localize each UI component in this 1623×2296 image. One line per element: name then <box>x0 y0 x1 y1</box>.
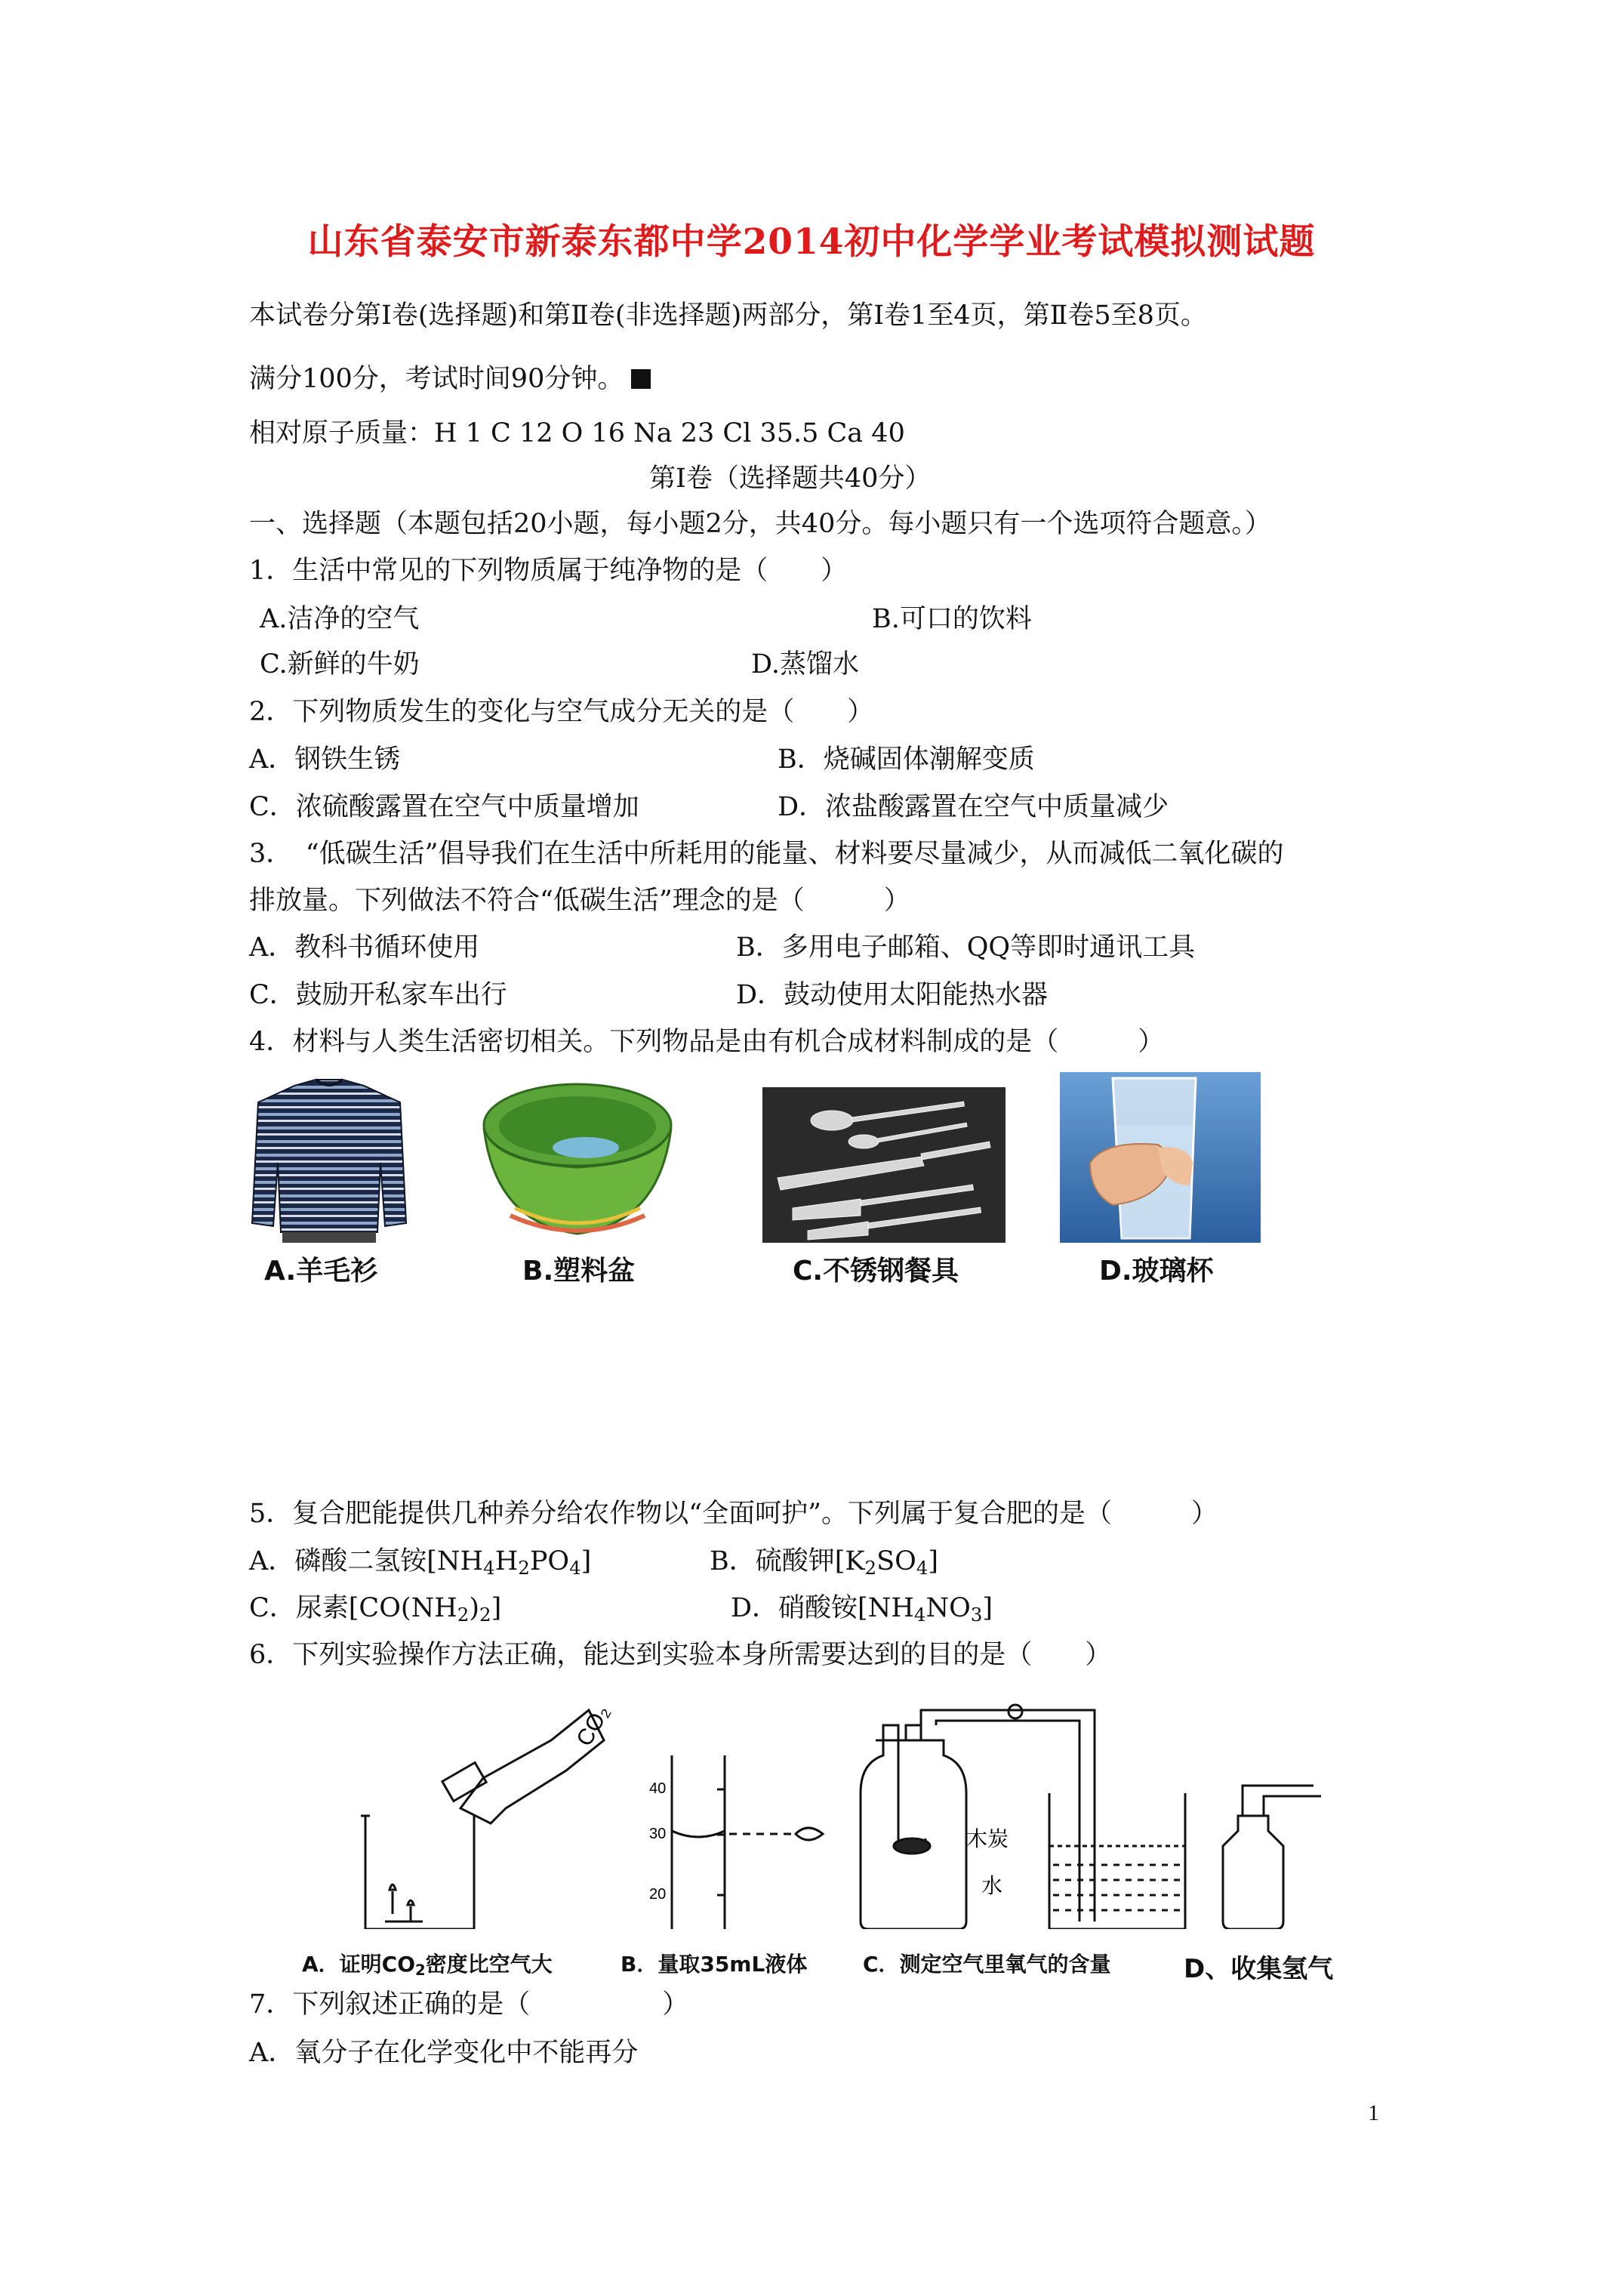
q5-option-c: C．尿素$[CO(NH_2)_2]$ <box>249 1593 502 1626</box>
q4-option-b-caption: B.塑料盆 <box>522 1256 636 1287</box>
q6-option-a-caption: A．证明$CO_2$密度比空气大 <box>302 1952 553 1979</box>
square-mark-icon <box>631 369 651 389</box>
cylinder-tick-30: 30 <box>649 1826 667 1842</box>
q5-stem: 5．复合肥能提供几种养分给农作物以“全面呵护”。下列属于复合肥的是（ ） <box>249 1499 1218 1529</box>
co2-bottle-label: CO₂ <box>571 1700 615 1751</box>
q1-option-b: B.可口的饮料 <box>872 604 1032 634</box>
q4-stem: 4．材料与人类生活密切相关。下列物品是由有机合成材料制成的是（ ） <box>249 1027 1165 1057</box>
q5-option-d: D．硝酸铵$[NH_4NO_3]$ <box>731 1593 993 1626</box>
q5-option-b: B．硫酸钾$[K_2SO_4]$ <box>710 1546 939 1579</box>
q3-option-a: A．教科书循环使用 <box>249 932 480 963</box>
q1-option-c: C.新鲜的牛奶 <box>260 649 420 680</box>
q7-stem: 7．下列叙述正确的是（ ） <box>249 1989 689 2020</box>
section-intro: 一、选择题（本题包括20小题，每小题2分，共40分。每小题只有一个选项符合题意。） <box>249 509 1271 539</box>
charcoal-label: 木炭 <box>966 1826 1009 1851</box>
cylinder-tick-40: 40 <box>649 1780 667 1797</box>
section-title: 第Ⅰ卷（选择题共40分） <box>649 464 932 494</box>
q3-option-d: D．鼓动使用太阳能热水器 <box>736 980 1049 1010</box>
q7-option-a: A．氧分子在化学变化中不能再分 <box>249 2038 639 2068</box>
q6-option-c-caption: C．测定空气里氧气的含量 <box>863 1952 1111 1977</box>
q3-option-c: C．鼓励开私家车出行 <box>249 980 507 1010</box>
q1-stem: 1．生活中常见的下列物质属于纯净物的是（ ） <box>249 556 848 586</box>
page-title: 山东省泰安市新泰东都中学2014初中化学学业考试模拟测试题 <box>307 221 1316 263</box>
stainless-steel-cutlery-image <box>762 1087 1006 1243</box>
page-number: 1 <box>1368 2100 1379 2125</box>
q3-stem-line-2: 排放量。下列做法不符合“低碳生活”理念的是（ ） <box>249 886 910 916</box>
q2-stem: 2．下列物质发生的变化与空气成分无关的是（ ） <box>249 697 874 727</box>
q2-option-d: D．浓盐酸露置在空气中质量减少 <box>778 792 1169 822</box>
q2-option-b: B．烧碱固体潮解变质 <box>778 744 1035 775</box>
q6-option-b-caption: B．量取35mL液体 <box>621 1952 808 1977</box>
plastic-basin-image <box>480 1072 675 1243</box>
q1-option-a: A.洁净的空气 <box>260 604 420 634</box>
intro-line-1: 本试卷分第Ⅰ卷(选择题)和第Ⅱ卷(非选择题)两部分，第Ⅰ卷1至4页，第Ⅱ卷5至8页。 <box>249 300 1207 331</box>
cylinder-tick-20: 20 <box>649 1886 667 1903</box>
q4-option-d-caption: D.玻璃杯 <box>1099 1256 1214 1287</box>
q6-experiment-diagrams <box>340 1695 1344 1929</box>
intro-line-2: 满分100分，考试时间90分钟。 <box>249 362 651 396</box>
q2-option-c: C．浓硫酸露置在空气中质量增加 <box>249 792 639 822</box>
q1-option-d: D.蒸馏水 <box>751 649 859 680</box>
q2-option-a: A．钢铁生锈 <box>249 744 401 775</box>
q3-option-b: B．多用电子邮箱、QQ等即时通讯工具 <box>736 932 1196 963</box>
q5-option-a: A．磷酸二氢铵$[NH_4H_2PO_4]$ <box>249 1546 592 1579</box>
glass-cup-image <box>1060 1072 1261 1243</box>
q6-option-d-caption: D、收集氢气 <box>1184 1954 1334 1984</box>
q4-option-c-caption: C.不锈钢餐具 <box>793 1256 959 1287</box>
q3-stem-line-1: 3． “低碳生活”倡导我们在生活中所耗用的能量、材料要尽量减少，从而减低二氧化碳的 <box>249 839 1284 869</box>
q6-stem: 6．下列实验操作方法正确，能达到实验本身所需要达到的目的是（ ） <box>249 1640 1112 1670</box>
wool-sweater-image <box>249 1072 409 1243</box>
q4-option-a-caption: A.羊毛衫 <box>264 1256 378 1287</box>
atomic-mass-line: 相对原子质量：H 1 C 12 O 16 Na 23 Cl 35.5 Ca 40 <box>249 418 905 448</box>
water-label: 水 <box>981 1873 1003 1898</box>
